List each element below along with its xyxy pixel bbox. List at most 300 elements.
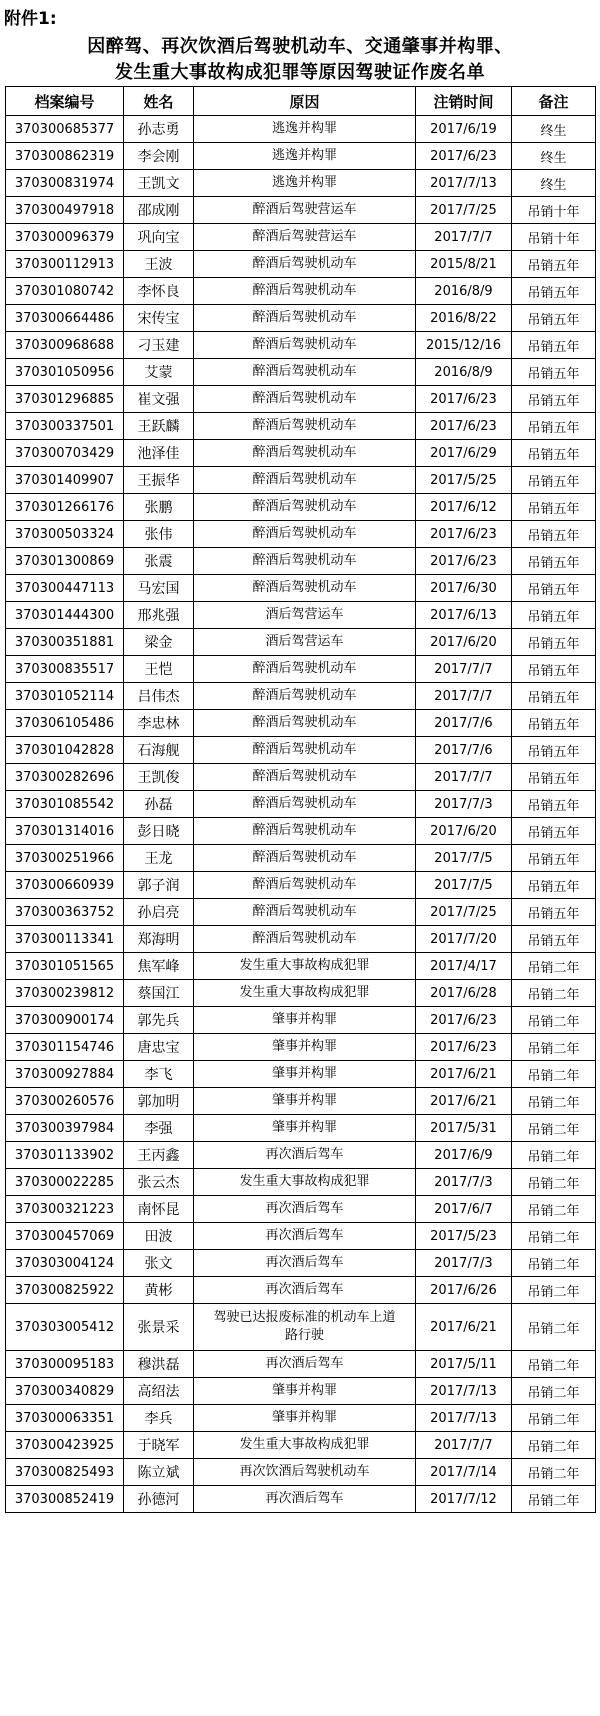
table-row	[6, 845, 596, 872]
cell-revocation-date: 2016/8/22	[416, 305, 512, 332]
table-row	[6, 1196, 596, 1223]
table-row	[6, 602, 596, 629]
cell-reason: 醉酒后驾驶机动车	[194, 737, 416, 764]
cell-revocation-date: 2017/7/7	[416, 1432, 512, 1459]
cell-name: 郑海明	[124, 926, 194, 953]
cell-remarks: 吊销二年	[512, 1223, 596, 1250]
cell-revocation-date: 2017/6/20	[416, 629, 512, 656]
table-row	[6, 1277, 596, 1304]
cell-name: 郭加明	[124, 1088, 194, 1115]
cell-reason: 肇事并构罪	[194, 1034, 416, 1061]
cell-revocation-date: 2017/6/23	[416, 143, 512, 170]
cell-reason: 醉酒后驾驶机动车	[194, 413, 416, 440]
cell-file-number: 370300457069	[6, 1223, 124, 1250]
cell-remarks: 吊销五年	[512, 251, 596, 278]
cell-reason: 再次饮酒后驾驶机动车	[194, 1459, 416, 1486]
cell-file-number: 370300351881	[6, 629, 124, 656]
cell-file-number: 370301266176	[6, 494, 124, 521]
cell-reason: 醉酒后驾驶机动车	[194, 386, 416, 413]
cell-revocation-date: 2017/7/25	[416, 197, 512, 224]
cell-remarks: 吊销五年	[512, 602, 596, 629]
table-row	[6, 413, 596, 440]
table-row	[6, 1351, 596, 1378]
cell-remarks: 吊销二年	[512, 1061, 596, 1088]
cell-revocation-date: 2017/5/31	[416, 1115, 512, 1142]
cell-remarks: 吊销五年	[512, 764, 596, 791]
cell-remarks: 吊销五年	[512, 548, 596, 575]
cell-file-number: 370300251966	[6, 845, 124, 872]
cell-name: 李飞	[124, 1061, 194, 1088]
cell-remarks: 吊销二年	[512, 1351, 596, 1378]
cell-remarks: 吊销二年	[512, 1459, 596, 1486]
cell-reason: 再次酒后驾车	[194, 1223, 416, 1250]
cell-name: 孙德河	[124, 1486, 194, 1513]
cell-revocation-date: 2017/7/3	[416, 791, 512, 818]
cell-file-number: 370300423925	[6, 1432, 124, 1459]
cell-reason: 肇事并构罪	[194, 1115, 416, 1142]
cell-remarks: 吊销五年	[512, 737, 596, 764]
cell-file-number: 370300503324	[6, 521, 124, 548]
cell-name: 王恺	[124, 656, 194, 683]
table-row	[6, 440, 596, 467]
cell-file-number: 370300397984	[6, 1115, 124, 1142]
table-row	[6, 548, 596, 575]
cell-name: 梁金	[124, 629, 194, 656]
cell-name: 王凯文	[124, 170, 194, 197]
cell-revocation-date: 2017/6/28	[416, 980, 512, 1007]
cell-file-number: 370300337501	[6, 413, 124, 440]
cell-name: 田波	[124, 1223, 194, 1250]
table-row	[6, 1486, 596, 1513]
cell-file-number: 370301409907	[6, 467, 124, 494]
cell-name: 巩向宝	[124, 224, 194, 251]
cell-remarks: 吊销五年	[512, 656, 596, 683]
cell-remarks: 终生	[512, 170, 596, 197]
cell-name: 王跃麟	[124, 413, 194, 440]
cell-name: 李忠林	[124, 710, 194, 737]
table-row	[6, 170, 596, 197]
cell-revocation-date: 2017/6/7	[416, 1196, 512, 1223]
cell-file-number: 370301050956	[6, 359, 124, 386]
cell-reason: 酒后驾营运车	[194, 629, 416, 656]
cell-remarks: 吊销十年	[512, 224, 596, 251]
table-row	[6, 521, 596, 548]
cell-file-number: 370300825922	[6, 1277, 124, 1304]
cell-reason: 再次酒后驾车	[194, 1277, 416, 1304]
table-row	[6, 305, 596, 332]
cell-name: 石海舰	[124, 737, 194, 764]
cell-remarks: 终生	[512, 143, 596, 170]
cell-reason: 醉酒后驾驶机动车	[194, 332, 416, 359]
table-row	[6, 116, 596, 143]
cell-reason: 发生重大事故构成犯罪	[194, 953, 416, 980]
table-row	[6, 980, 596, 1007]
cell-name: 王龙	[124, 845, 194, 872]
cell-revocation-date: 2017/7/7	[416, 764, 512, 791]
cell-name: 李强	[124, 1115, 194, 1142]
attachment-label: 附件1:	[4, 9, 57, 29]
table-row	[6, 1223, 596, 1250]
cell-file-number: 370301300869	[6, 548, 124, 575]
cell-file-number: 370306105486	[6, 710, 124, 737]
table-row	[6, 899, 596, 926]
cell-revocation-date: 2017/7/5	[416, 845, 512, 872]
cell-file-number: 370301085542	[6, 791, 124, 818]
cell-name: 李会刚	[124, 143, 194, 170]
cell-revocation-date: 2017/7/7	[416, 224, 512, 251]
cell-revocation-date: 2016/8/9	[416, 278, 512, 305]
cell-reason: 醉酒后驾驶机动车	[194, 440, 416, 467]
cell-remarks: 吊销五年	[512, 278, 596, 305]
cell-remarks: 终生	[512, 116, 596, 143]
cell-reason: 逃逸并构罪	[194, 143, 416, 170]
cell-revocation-date: 2017/6/23	[416, 548, 512, 575]
cell-remarks: 吊销五年	[512, 575, 596, 602]
cell-file-number: 370300862319	[6, 143, 124, 170]
table-row	[6, 1405, 596, 1432]
table-row	[6, 1250, 596, 1277]
cell-remarks: 吊销五年	[512, 332, 596, 359]
cell-file-number: 370303004124	[6, 1250, 124, 1277]
cell-remarks: 吊销五年	[512, 683, 596, 710]
cell-reason: 醉酒后驾驶机动车	[194, 521, 416, 548]
cell-file-number: 370300363752	[6, 899, 124, 926]
cell-revocation-date: 2017/5/11	[416, 1351, 512, 1378]
cell-file-number: 370300321223	[6, 1196, 124, 1223]
cell-revocation-date: 2017/7/14	[416, 1459, 512, 1486]
cell-remarks: 吊销二年	[512, 980, 596, 1007]
cell-remarks: 吊销五年	[512, 710, 596, 737]
cell-remarks: 吊销五年	[512, 926, 596, 953]
cell-remarks: 吊销二年	[512, 1432, 596, 1459]
cell-remarks: 吊销五年	[512, 305, 596, 332]
cell-file-number: 370300968688	[6, 332, 124, 359]
cell-reason: 再次酒后驾车	[194, 1486, 416, 1513]
cell-reason: 醉酒后驾驶机动车	[194, 791, 416, 818]
cell-file-number: 370300113341	[6, 926, 124, 953]
table-row	[6, 737, 596, 764]
cell-name: 孙磊	[124, 791, 194, 818]
cell-remarks: 吊销五年	[512, 845, 596, 872]
cell-remarks: 吊销二年	[512, 1007, 596, 1034]
cell-name: 张鹏	[124, 494, 194, 521]
table-row	[6, 197, 596, 224]
cell-remarks: 吊销五年	[512, 521, 596, 548]
cell-name: 唐忠宝	[124, 1034, 194, 1061]
cell-reason: 再次酒后驾车	[194, 1196, 416, 1223]
cell-reason: 再次酒后驾车	[194, 1250, 416, 1277]
cell-name: 彭日晓	[124, 818, 194, 845]
cell-revocation-date: 2017/5/23	[416, 1223, 512, 1250]
cell-name: 崔文强	[124, 386, 194, 413]
cell-reason: 发生重大事故构成犯罪	[194, 1432, 416, 1459]
cell-name: 王丙鑫	[124, 1142, 194, 1169]
cell-file-number: 370300260576	[6, 1088, 124, 1115]
table-row	[6, 1142, 596, 1169]
cell-file-number: 370303005412	[6, 1304, 124, 1351]
cell-name: 张震	[124, 548, 194, 575]
cell-file-number: 370301133902	[6, 1142, 124, 1169]
table-row	[6, 494, 596, 521]
cell-remarks: 吊销五年	[512, 791, 596, 818]
cell-revocation-date: 2017/7/5	[416, 872, 512, 899]
cell-name: 李兵	[124, 1405, 194, 1432]
header-remarks: 备注	[512, 87, 596, 116]
cell-revocation-date: 2017/7/13	[416, 170, 512, 197]
cell-remarks: 吊销五年	[512, 818, 596, 845]
cell-name: 郭先兵	[124, 1007, 194, 1034]
cell-reason: 逃逸并构罪	[194, 116, 416, 143]
cell-remarks: 吊销二年	[512, 1277, 596, 1304]
cell-reason: 驾驶已达报废标准的机动车上道路行驶	[194, 1304, 416, 1351]
cell-remarks: 吊销二年	[512, 1196, 596, 1223]
cell-reason: 醉酒后驾驶机动车	[194, 926, 416, 953]
cell-revocation-date: 2017/6/21	[416, 1088, 512, 1115]
cell-reason: 肇事并构罪	[194, 1378, 416, 1405]
cell-revocation-date: 2017/6/23	[416, 413, 512, 440]
cell-remarks: 吊销五年	[512, 494, 596, 521]
cell-file-number: 370300497918	[6, 197, 124, 224]
cell-reason: 再次酒后驾车	[194, 1351, 416, 1378]
cell-reason: 醉酒后驾驶机动车	[194, 359, 416, 386]
cell-revocation-date: 2017/7/3	[416, 1250, 512, 1277]
cell-revocation-date: 2017/7/13	[416, 1378, 512, 1405]
cell-reason: 酒后驾营运车	[194, 602, 416, 629]
header-name: 姓名	[124, 87, 194, 116]
table-row	[6, 278, 596, 305]
cell-remarks: 吊销五年	[512, 386, 596, 413]
cell-reason: 醉酒后驾驶机动车	[194, 575, 416, 602]
cell-revocation-date: 2017/6/23	[416, 1007, 512, 1034]
cell-name: 王凯俊	[124, 764, 194, 791]
cell-revocation-date: 2017/7/3	[416, 1169, 512, 1196]
document-title-line-1: 因醉驾、再次饮酒后驾驶机动车、交通肇事并构罪、	[87, 36, 513, 57]
table-row	[6, 251, 596, 278]
cell-reason: 逃逸并构罪	[194, 170, 416, 197]
cell-file-number: 370300096379	[6, 224, 124, 251]
cell-reason: 醉酒后驾驶机动车	[194, 872, 416, 899]
cell-revocation-date: 2017/6/30	[416, 575, 512, 602]
cell-revocation-date: 2017/6/21	[416, 1061, 512, 1088]
cell-name: 孙志勇	[124, 116, 194, 143]
cell-file-number: 370300835517	[6, 656, 124, 683]
table-row	[6, 1034, 596, 1061]
cell-revocation-date: 2017/6/26	[416, 1277, 512, 1304]
cell-revocation-date: 2017/7/12	[416, 1486, 512, 1513]
cell-remarks: 吊销五年	[512, 413, 596, 440]
cell-revocation-date: 2017/7/7	[416, 683, 512, 710]
cell-revocation-date: 2017/7/7	[416, 656, 512, 683]
cell-file-number: 370300927884	[6, 1061, 124, 1088]
table-row	[6, 143, 596, 170]
cell-file-number: 370300447113	[6, 575, 124, 602]
table-row	[6, 818, 596, 845]
cell-file-number: 370300340829	[6, 1378, 124, 1405]
cell-remarks: 吊销五年	[512, 899, 596, 926]
cell-remarks: 吊销五年	[512, 467, 596, 494]
cell-file-number: 370301042828	[6, 737, 124, 764]
cell-file-number: 370300063351	[6, 1405, 124, 1432]
cell-file-number: 370300282696	[6, 764, 124, 791]
cell-reason: 肇事并构罪	[194, 1061, 416, 1088]
cell-name: 池泽佳	[124, 440, 194, 467]
document-title-line-2: 发生重大事故构成犯罪等原因驾驶证作废名单	[115, 62, 485, 83]
cell-revocation-date: 2017/6/19	[416, 116, 512, 143]
cell-reason: 醉酒后驾驶机动车	[194, 305, 416, 332]
cell-remarks: 吊销五年	[512, 359, 596, 386]
cell-reason: 醉酒后驾驶机动车	[194, 710, 416, 737]
table-row	[6, 629, 596, 656]
cell-reason: 醉酒后驾驶机动车	[194, 548, 416, 575]
table-row	[6, 710, 596, 737]
table-row	[6, 926, 596, 953]
cell-file-number: 370301051565	[6, 953, 124, 980]
cell-name: 黄彬	[124, 1277, 194, 1304]
cell-file-number: 370301296885	[6, 386, 124, 413]
cell-revocation-date: 2017/7/25	[416, 899, 512, 926]
cell-revocation-date: 2017/7/6	[416, 710, 512, 737]
cell-name: 邢兆强	[124, 602, 194, 629]
cell-file-number: 370301314016	[6, 818, 124, 845]
cell-remarks: 吊销二年	[512, 1304, 596, 1351]
cell-file-number: 370300831974	[6, 170, 124, 197]
cell-remarks: 吊销五年	[512, 440, 596, 467]
cell-reason: 醉酒后驾驶机动车	[194, 467, 416, 494]
cell-remarks: 吊销二年	[512, 1405, 596, 1432]
cell-name: 高绍法	[124, 1378, 194, 1405]
cell-name: 王振华	[124, 467, 194, 494]
cell-reason: 醉酒后驾驶营运车	[194, 224, 416, 251]
table-row	[6, 1007, 596, 1034]
cell-revocation-date: 2017/7/13	[416, 1405, 512, 1432]
cell-revocation-date: 2017/6/23	[416, 386, 512, 413]
table-row	[6, 872, 596, 899]
table-row	[6, 1304, 596, 1351]
cell-name: 张景采	[124, 1304, 194, 1351]
cell-file-number: 370300703429	[6, 440, 124, 467]
cell-reason: 醉酒后驾驶机动车	[194, 683, 416, 710]
cell-reason: 醉酒后驾驶机动车	[194, 818, 416, 845]
cell-revocation-date: 2017/7/6	[416, 737, 512, 764]
cell-reason: 再次酒后驾车	[194, 1142, 416, 1169]
cell-remarks: 吊销二年	[512, 1378, 596, 1405]
cell-name: 宋传宝	[124, 305, 194, 332]
cell-name: 艾蒙	[124, 359, 194, 386]
table-row	[6, 1088, 596, 1115]
table-row	[6, 575, 596, 602]
cell-reason: 醉酒后驾驶机动车	[194, 764, 416, 791]
cell-file-number: 370300112913	[6, 251, 124, 278]
cell-file-number: 370301080742	[6, 278, 124, 305]
table-row	[6, 359, 596, 386]
table-row	[6, 386, 596, 413]
header-file-number: 档案编号	[6, 87, 124, 116]
cell-reason: 醉酒后驾驶机动车	[194, 494, 416, 521]
cell-file-number: 370301154746	[6, 1034, 124, 1061]
cell-remarks: 吊销十年	[512, 197, 596, 224]
table-row	[6, 764, 596, 791]
table-row	[6, 224, 596, 251]
cell-name: 穆洪磊	[124, 1351, 194, 1378]
cell-reason: 醉酒后驾驶机动车	[194, 899, 416, 926]
cell-revocation-date: 2017/6/9	[416, 1142, 512, 1169]
cell-revocation-date: 2017/6/29	[416, 440, 512, 467]
cell-remarks: 吊销五年	[512, 629, 596, 656]
cell-revocation-date: 2017/6/23	[416, 1034, 512, 1061]
cell-name: 张伟	[124, 521, 194, 548]
cell-reason: 醉酒后驾驶机动车	[194, 278, 416, 305]
cell-revocation-date: 2015/12/16	[416, 332, 512, 359]
cell-remarks: 吊销二年	[512, 1088, 596, 1115]
table-row	[6, 656, 596, 683]
cell-file-number: 370300900174	[6, 1007, 124, 1034]
table-row	[6, 1378, 596, 1405]
table-body	[6, 116, 596, 1513]
cell-remarks: 吊销五年	[512, 872, 596, 899]
table-row	[6, 1061, 596, 1088]
cell-reason: 肇事并构罪	[194, 1088, 416, 1115]
cell-file-number: 370300852419	[6, 1486, 124, 1513]
cell-name: 焦军峰	[124, 953, 194, 980]
cell-file-number: 370300022285	[6, 1169, 124, 1196]
cell-reason: 肇事并构罪	[194, 1007, 416, 1034]
cell-name: 南怀昆	[124, 1196, 194, 1223]
cell-revocation-date: 2017/6/20	[416, 818, 512, 845]
cell-remarks: 吊销二年	[512, 1142, 596, 1169]
cell-revocation-date: 2017/7/20	[416, 926, 512, 953]
cell-file-number: 370301444300	[6, 602, 124, 629]
cell-name: 于晓军	[124, 1432, 194, 1459]
cell-remarks: 吊销二年	[512, 1169, 596, 1196]
cell-name: 张文	[124, 1250, 194, 1277]
header-revocation-date: 注销时间	[416, 87, 512, 116]
cell-revocation-date: 2015/8/21	[416, 251, 512, 278]
table-row	[6, 683, 596, 710]
cell-revocation-date: 2017/4/17	[416, 953, 512, 980]
cell-remarks: 吊销二年	[512, 1115, 596, 1142]
cell-file-number: 370300095183	[6, 1351, 124, 1378]
cell-revocation-date: 2017/5/25	[416, 467, 512, 494]
cell-name: 蔡国江	[124, 980, 194, 1007]
table-header-row	[6, 87, 596, 116]
header-reason: 原因	[194, 87, 416, 116]
cell-revocation-date: 2016/8/9	[416, 359, 512, 386]
cell-file-number: 370300664486	[6, 305, 124, 332]
cell-revocation-date: 2017/6/12	[416, 494, 512, 521]
cell-name: 王波	[124, 251, 194, 278]
cell-name: 吕伟杰	[124, 683, 194, 710]
cell-reason: 醉酒后驾驶机动车	[194, 656, 416, 683]
cell-name: 孙启亮	[124, 899, 194, 926]
revocation-table	[5, 86, 596, 1513]
cell-name: 马宏国	[124, 575, 194, 602]
table-row	[6, 467, 596, 494]
cell-remarks: 吊销二年	[512, 1250, 596, 1277]
cell-name: 邵成刚	[124, 197, 194, 224]
cell-remarks: 吊销二年	[512, 1486, 596, 1513]
table-row	[6, 791, 596, 818]
cell-remarks: 吊销二年	[512, 1034, 596, 1061]
cell-name: 郭子润	[124, 872, 194, 899]
table-row	[6, 1169, 596, 1196]
cell-name: 刁玉建	[124, 332, 194, 359]
cell-reason: 发生重大事故构成犯罪	[194, 980, 416, 1007]
cell-reason: 肇事并构罪	[194, 1405, 416, 1432]
cell-name: 陈立斌	[124, 1459, 194, 1486]
cell-reason: 醉酒后驾驶机动车	[194, 251, 416, 278]
cell-reason: 醉酒后驾驶营运车	[194, 197, 416, 224]
table-row	[6, 1459, 596, 1486]
